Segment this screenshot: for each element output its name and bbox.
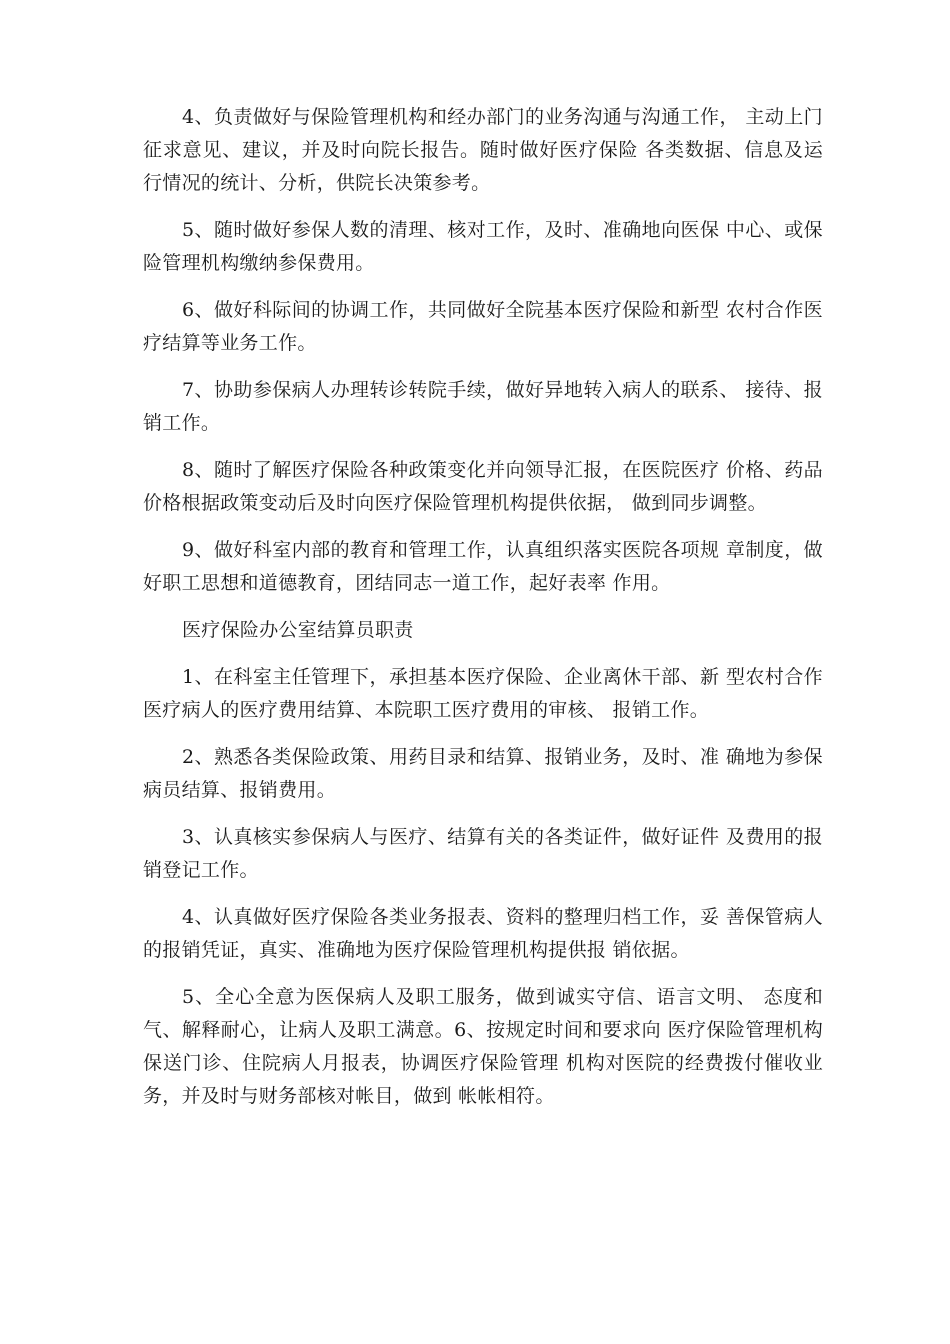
- paragraph-settlement-4: 4、认真做好医疗保险各类业务报表、资料的整理归档工作，妥 善保管病人的报销凭证，真实、准确地为医疗保险管理机构提供报 销依据。: [143, 906, 823, 961]
- paragraph-duty-5: 5、随时做好参保人数的清理、核对工作，及时、准确地向医保 中心、或保险管理机构缴纳参保费用。: [143, 219, 823, 274]
- paragraph-settlement-5: 5、全心全意为医保病人及职工服务，做到诚实守信、语言文明、 态度和气、解释耐心，让病人及职工满意。6、按规定时间和要求向 医疗保险管理机构保送门诊、住院病人月报表，协调医疗保险管理 机构对医院的经费拨付催收业务，并及时与财务部核对帐目，做到 帐帐相符。: [143, 986, 823, 1107]
- document-body: [143, 101, 823, 1127]
- paragraph-duty-9: 9、做好科室内部的教育和管理工作，认真组织落实医院各项规 章制度，做好职工思想和道德教育，团结同志一道工作，起好表率 作用。: [143, 539, 823, 594]
- paragraph-duty-4: 4、负责做好与保险管理机构和经办部门的业务沟通与沟通工作， 主动上门征求意见、建议，并及时向院长报告。随时做好医疗保险 各类数据、信息及运行情况的统计、分析，供院长决策参考。: [143, 106, 823, 194]
- paragraph-settlement-1: 1、在科室主任管理下，承担基本医疗保险、企业离休干部、新 型农村合作医疗病人的医疗费用结算、本院职工医疗费用的审核、 报销工作。: [143, 666, 823, 721]
- paragraph-duty-6: 6、做好科际间的协调工作，共同做好全院基本医疗保险和新型 农村合作医疗结算等业务工作。: [143, 299, 823, 354]
- paragraph-settlement-2: 2、熟悉各类保险政策、用药目录和结算、报销业务，及时、准 确地为参保病员结算、报销费用。: [143, 746, 823, 801]
- paragraph-settlement-3: 3、认真核实参保病人与医疗、结算有关的各类证件，做好证件 及费用的报销登记工作。: [143, 826, 823, 881]
- paragraph-duty-7: 7、协助参保病人办理转诊转院手续，做好异地转入病人的联系、 接待、报销工作。: [143, 379, 823, 434]
- section-title: 医疗保险办公室结算员职责: [182, 619, 414, 641]
- paragraph-duty-8: 8、随时了解医疗保险各种政策变化并向领导汇报，在医院医疗 价格、药品价格根据政策变动后及时向医疗保险管理机构提供依据， 做到同步调整。: [143, 459, 823, 514]
